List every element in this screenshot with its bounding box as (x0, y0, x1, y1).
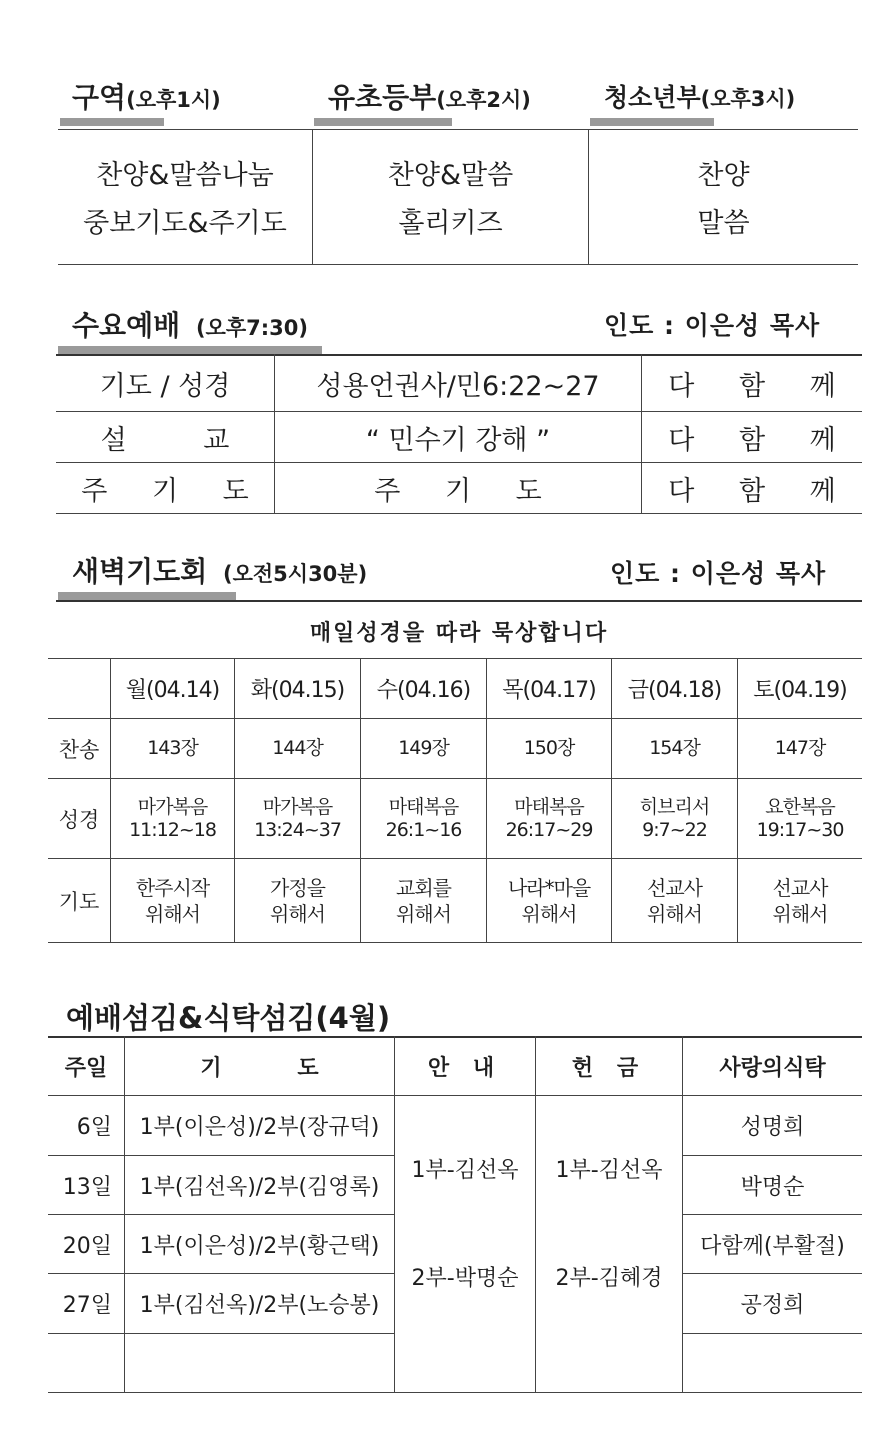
day-header: 월(04.14) (125, 678, 220, 703)
prayer-assignment: 1부(김선옥)/2부(노승봉) (139, 1293, 380, 1318)
day-header: 화(04.15) (250, 678, 345, 703)
col-header-day: 주일 (64, 1055, 108, 1081)
prayer-suffix: 위해서 (772, 901, 828, 926)
prayer-assignment: 1부(김선옥)/2부(김영록) (139, 1174, 380, 1200)
prayer-suffix: 위해서 (521, 901, 577, 926)
dawn-caption: 매일성경을 따라 묵상합니다 (309, 620, 609, 646)
hymn-cell: 150장 (523, 737, 575, 760)
prayer-suffix: 위해서 (145, 901, 200, 926)
row-label-bible: 성경 (58, 807, 100, 832)
meeting-item: 말씀 (697, 207, 750, 239)
prayer-topic: 교회를 (396, 875, 451, 900)
meeting-name: 청소년부 (604, 83, 701, 112)
service-title: 예배섬김&식탁섬김(4월) (66, 1001, 391, 1035)
divider (48, 1392, 862, 1393)
wednesday-leader: 인도 : 이은성 목사 (604, 311, 821, 340)
prayer-topic: 나라*마을 (507, 875, 591, 900)
prayer-suffix: 위해서 (647, 901, 702, 926)
meeting-time: (오후2시) (436, 88, 531, 112)
prayer-cell (111, 859, 234, 942)
meeting-time: (오후1시) (126, 88, 221, 112)
title-underline (314, 118, 452, 126)
prayer-cell (235, 859, 360, 942)
guide-first: 1부-김선옥 (411, 1157, 519, 1183)
col-header-offering: 헌 금 (571, 1055, 647, 1081)
hymn-cell: 149장 (398, 737, 449, 760)
prayer-assignment: 1부(이은성)/2부(황근택) (139, 1233, 380, 1259)
divider (58, 264, 858, 265)
meeting-item: 홀리키즈 (398, 207, 503, 239)
day-header: 금(04.18) (627, 678, 722, 703)
bible-verse: 9:7~22 (642, 818, 707, 841)
bible-book: 히브리서 (639, 795, 710, 818)
order-label: 주 기 도 (81, 475, 267, 507)
title-underline (60, 118, 164, 126)
day-header: 목(04.17) (502, 678, 596, 703)
service-name: 새벽기도회 (72, 555, 208, 588)
prayer-assignment: 1부(이은성)/2부(장규덕) (139, 1115, 380, 1140)
prayer-cell (361, 859, 486, 942)
meeting-time: (오후3시) (700, 87, 796, 111)
order-who: 다 함 께 (668, 424, 854, 456)
bible-cell (111, 779, 234, 858)
divider (48, 942, 862, 943)
bible-book: 요한복음 (765, 795, 835, 818)
divider (58, 129, 858, 130)
prayer-topic: 한주시작 (135, 875, 210, 900)
prayer-cell (487, 859, 611, 942)
sunday-date: 27일 (62, 1293, 112, 1318)
bible-verse: 13:24~37 (254, 818, 341, 841)
prayer-cell (738, 859, 862, 942)
prayer-topic: 선교사 (772, 875, 828, 900)
bible-verse: 26:17~29 (505, 818, 593, 841)
title-underline (58, 346, 322, 354)
divider (48, 1333, 394, 1334)
meeting-item: 찬양&말씀나눔 (96, 159, 274, 191)
bible-verse: 11:12~18 (129, 818, 216, 841)
table-server: 다함께(부활절) (700, 1233, 845, 1259)
bible-cell (487, 779, 611, 858)
bible-book: 마가복음 (262, 795, 333, 818)
prayer-topic: 가정을 (270, 875, 325, 900)
title-underline (58, 592, 236, 600)
prayer-cell (612, 859, 737, 942)
sunday-date: 20일 (62, 1233, 112, 1259)
col-header-table: 사랑의식탁 (719, 1055, 826, 1081)
order-label: 기도 / 성경 (99, 371, 231, 402)
prayer-suffix: 위해서 (396, 901, 451, 926)
bible-cell (361, 779, 486, 858)
hymn-cell: 154장 (649, 737, 700, 760)
order-label: 설 교 (100, 424, 264, 456)
bible-verse: 19:17~30 (756, 818, 844, 841)
table-server: 성명희 (740, 1115, 805, 1140)
service-time: (오전5시30분) (223, 562, 368, 586)
day-header: 토(04.19) (753, 678, 847, 703)
meeting-title-youth (604, 78, 795, 114)
service-time: (오후7:30) (195, 316, 308, 340)
table-server: 공정희 (740, 1293, 805, 1318)
row-label-prayer: 기도 (58, 889, 100, 914)
meeting-title-children (328, 76, 531, 116)
prayer-topic: 선교사 (647, 875, 702, 900)
title-underline (590, 118, 714, 126)
offering-second: 2부-김혜경 (555, 1265, 663, 1291)
table-server: 박명순 (740, 1174, 805, 1200)
col-header-prayer: 기 도 (200, 1055, 353, 1081)
hymn-cell: 143장 (147, 737, 198, 760)
service-name: 수요예배 (72, 309, 181, 342)
dawn-leader: 인도 : 이은성 목사 (610, 559, 827, 588)
order-content: “ 민수기 강해 ” (365, 424, 551, 456)
bible-cell (235, 779, 360, 858)
row-label-hymn: 찬송 (58, 737, 100, 762)
meeting-item: 찬양&말씀 (387, 159, 514, 191)
divider (56, 513, 862, 514)
prayer-suffix: 위해서 (270, 901, 325, 926)
bible-book: 마태복음 (388, 795, 459, 818)
hymn-cell: 147장 (774, 737, 826, 760)
meeting-item: 찬양 (697, 159, 750, 191)
meeting-name: 구역 (72, 81, 127, 114)
sunday-date: 13일 (62, 1174, 112, 1200)
hymn-cell: 144장 (272, 737, 323, 760)
order-who: 다 함 께 (668, 475, 854, 507)
order-content: 주 기 도 (374, 475, 560, 507)
guide-second: 2부-박명순 (411, 1265, 519, 1291)
bible-cell (612, 779, 737, 858)
col-header-guide: 안 내 (427, 1055, 503, 1081)
bible-book: 마태복음 (514, 795, 584, 818)
bible-book: 마가복음 (137, 795, 208, 818)
meeting-name: 유초등부 (328, 81, 437, 114)
day-header: 수(04.16) (376, 678, 471, 703)
wednesday-title (72, 304, 308, 344)
meeting-item: 중보기도&주기도 (83, 207, 287, 239)
sunday-date: 6일 (76, 1115, 112, 1140)
divider (682, 1333, 862, 1334)
bible-verse: 26:1~16 (385, 818, 462, 841)
meeting-title-district (72, 76, 221, 116)
dawn-title (72, 550, 367, 590)
order-content: 성용언권사/민6:22~27 (316, 371, 600, 402)
order-who: 다 함 께 (668, 371, 854, 402)
bible-cell (738, 779, 862, 858)
divider (56, 600, 862, 602)
offering-first: 1부-김선옥 (555, 1157, 663, 1183)
